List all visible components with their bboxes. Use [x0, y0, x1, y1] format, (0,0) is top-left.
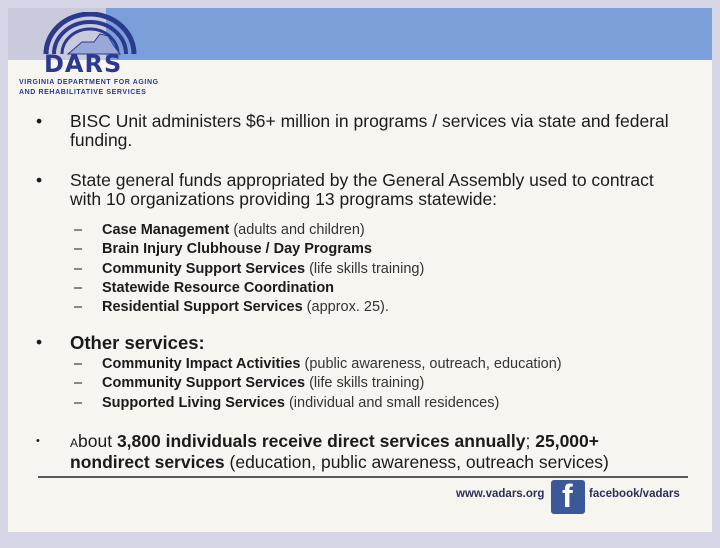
bullet-dot: • — [36, 170, 43, 190]
bullet-dot: • — [36, 435, 40, 447]
footer — [8, 480, 712, 520]
bullet-text: Other services: — [70, 332, 205, 353]
facebook-icon[interactable]: f — [551, 480, 585, 514]
bullet-dot: • — [36, 332, 43, 352]
logo-tagline-line1: VIRGINIA DEPARTMENT FOR AGING — [19, 79, 159, 86]
footer-divider — [38, 476, 688, 478]
slide: DARS VIRGINIA DEPARTMENT FOR AGING AND REHABILITATIVE SERVICES • BISC Unit administers $6+ million in programs / services via state and federal funding. • State general funds appropriated by the General Assembly used to contract with 10 organizations providing 13 programs statewide: – Case Management (adults and children) – Brain Injury Clubhouse / Day Programs – Community Support Services (life skills training) – Statewide Resource Coordination – Residential Support Services (approx. 25). • Other services: – Community Impact Activities (public awareness, outreach, education) – Community Support Services (life skills training) – Supported Living Services (individual and small residences) • About 3,800 individuals receive direct services annually; 25,000+ nondirect services (education, public awareness, outreach services) www.vadars.org f facebook/vadars — [8, 8, 712, 532]
bullet-text: BISC Unit administers $6+ million in programs / services via state and federal funding. — [70, 111, 669, 150]
website-link[interactable]: www.vadars.org — [456, 488, 545, 500]
bullet-text: State general funds appropriated by the General Assembly used to contract with 10 organizations providing 13 programs statewide: — [70, 170, 654, 209]
logo-wordmark: DARS — [44, 50, 123, 78]
bullet-text: About 3,800 individuals receive direct services annually; 25,000+ nondirect services (education, public awareness, outreach services) — [70, 431, 609, 472]
bullet-dot: • — [36, 111, 43, 131]
logo-tagline-line2: AND REHABILITATIVE SERVICES — [19, 89, 147, 96]
header-accent — [106, 8, 712, 60]
facebook-link[interactable]: facebook/vadars — [589, 488, 680, 500]
dars-logo — [14, 12, 174, 104]
